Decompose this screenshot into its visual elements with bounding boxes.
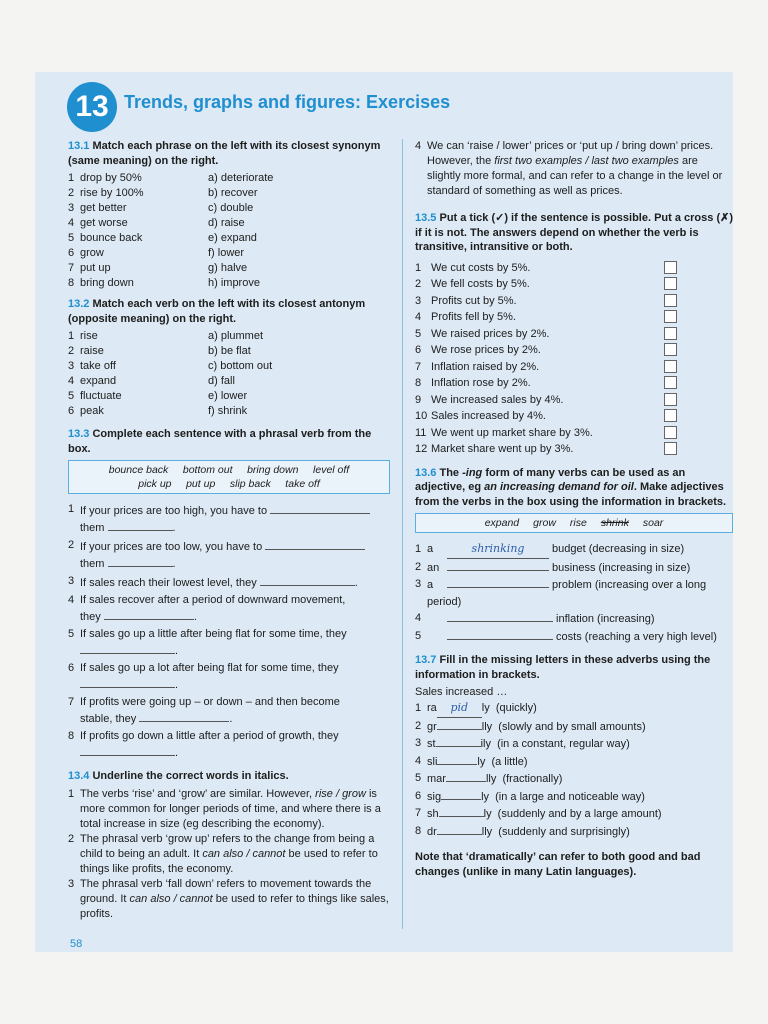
list-item bbox=[415, 359, 677, 376]
handwritten-answer[interactable]: shrinking bbox=[447, 541, 549, 559]
item-number: 7 bbox=[68, 696, 75, 708]
list-item bbox=[68, 359, 208, 374]
item-number: 10 bbox=[415, 410, 428, 422]
list-item bbox=[68, 502, 390, 536]
tick-box[interactable] bbox=[664, 343, 677, 356]
phrase-text: get better bbox=[80, 202, 127, 214]
phrase-text: fluctuate bbox=[80, 390, 122, 402]
match-option: f) lower bbox=[208, 247, 245, 259]
sentence-text: sh ly (suddenly and by a large amount) bbox=[427, 805, 662, 823]
box-word: grow bbox=[533, 517, 556, 529]
exercise-13-6 bbox=[415, 466, 733, 646]
item-number: 6 bbox=[68, 405, 75, 417]
item-number: 6 bbox=[68, 247, 75, 259]
list-item bbox=[68, 186, 208, 201]
list-item bbox=[68, 695, 390, 727]
list-item bbox=[415, 735, 733, 753]
tick-box[interactable] bbox=[664, 376, 677, 389]
list-item bbox=[415, 718, 733, 736]
list-item bbox=[68, 171, 208, 186]
match-option: e) expand bbox=[208, 232, 257, 244]
answer-blank[interactable] bbox=[260, 574, 355, 586]
item-number: 9 bbox=[415, 393, 422, 406]
choice-text[interactable]: can also / cannot bbox=[202, 847, 286, 860]
tick-box[interactable] bbox=[664, 393, 677, 406]
word-box bbox=[415, 513, 733, 533]
sentence-text: If sales reach their lowest level, they . bbox=[80, 574, 358, 591]
list-item bbox=[415, 276, 677, 293]
item-number: 6 bbox=[68, 662, 75, 674]
sentence-text: We increased sales by 4%. bbox=[431, 393, 564, 406]
answer-blank[interactable] bbox=[270, 502, 370, 514]
word-box-line: pick up put up slip back take off bbox=[138, 478, 320, 490]
sentence-text: Inflation rose by 2%. bbox=[431, 377, 531, 389]
sentence-text: ra pid ly (quickly) bbox=[427, 700, 537, 718]
answer-blank[interactable] bbox=[447, 576, 549, 588]
item-number: 5 bbox=[415, 327, 422, 340]
phrase-text: peak bbox=[80, 405, 104, 417]
phrase-text: take off bbox=[80, 360, 116, 372]
list-item bbox=[415, 541, 733, 559]
tick-box[interactable] bbox=[664, 261, 677, 274]
unit-number-badge: 13 bbox=[67, 82, 117, 132]
sentence-text: costs (reaching a very high level) bbox=[427, 628, 717, 646]
sentence-text: Profits cut by 5%. bbox=[431, 294, 517, 307]
sentence-text: If sales go up a little after being flat for some time, they . bbox=[80, 628, 347, 657]
phrase-text: drop by 50% bbox=[80, 172, 142, 184]
sentence-text: We cut costs by 5%. bbox=[431, 261, 531, 274]
exercise-13-2 bbox=[68, 297, 390, 419]
list-item bbox=[415, 559, 733, 577]
match-option: d) fall bbox=[208, 375, 235, 387]
answer-blank[interactable] bbox=[80, 676, 175, 688]
list-item bbox=[415, 610, 733, 628]
answer-blank[interactable] bbox=[447, 628, 553, 640]
phrase-text: get worse bbox=[80, 217, 128, 229]
exercise-13-1 bbox=[68, 139, 390, 291]
exercise-intro: Sales increased … bbox=[415, 686, 508, 698]
list-item bbox=[415, 309, 677, 326]
item-number: 1 bbox=[415, 702, 422, 714]
list-item: 1 The verbs ‘rise’ and ‘grow’ are similar. However, rise / grow is more common for longer periods of time, and where there is a total increase in size (eg describing the economy). bbox=[68, 787, 381, 830]
answer-blank[interactable] bbox=[437, 823, 482, 835]
item-number: 8 bbox=[415, 377, 422, 389]
sentence-text: If profits go down a little after a period of growth, they . bbox=[80, 730, 339, 759]
item-number: 6 bbox=[415, 789, 422, 802]
item-number: 7 bbox=[415, 807, 422, 819]
item-number: 2 bbox=[68, 345, 75, 357]
item-number: 4 bbox=[415, 612, 422, 624]
word-box bbox=[68, 460, 390, 494]
list-item bbox=[68, 729, 390, 761]
match-option: d) raise bbox=[208, 217, 245, 229]
item-number: 2 bbox=[68, 539, 75, 551]
item-number: 6 bbox=[415, 344, 422, 356]
answer-blank[interactable] bbox=[265, 538, 365, 550]
left-column bbox=[68, 139, 390, 926]
sentence-text: sig ly (in a large and noticeable way) bbox=[427, 788, 645, 806]
list-item bbox=[68, 329, 208, 344]
item-number: 2 bbox=[415, 560, 422, 573]
item-number: 8 bbox=[415, 824, 422, 837]
exercise-note: Note that ‘dramatically’ can refer to both good and bad changes (unlike in many Latin languages). bbox=[415, 851, 701, 878]
sentence-text: We rose prices by 2%. bbox=[431, 344, 541, 356]
sentence-text: dr lly (suddenly and surprisingly) bbox=[427, 823, 630, 841]
match-option: c) bottom out bbox=[208, 360, 273, 372]
answer-blank[interactable] bbox=[104, 608, 194, 620]
item-number: 7 bbox=[68, 262, 75, 274]
choice-text[interactable]: rise / grow bbox=[315, 787, 366, 800]
article-text: a bbox=[427, 579, 434, 591]
answer-blank[interactable] bbox=[446, 770, 486, 782]
item-number: 5 bbox=[68, 628, 75, 640]
exercise-heading: 13.7 Fill in the missing letters in these adverbs using the information in brackets. bbox=[415, 654, 711, 681]
right-column bbox=[415, 139, 733, 884]
sentence-text: Sales increased by 4%. bbox=[431, 410, 546, 422]
list-item bbox=[415, 805, 733, 823]
answer-blank[interactable] bbox=[439, 805, 484, 817]
item-number: 12 bbox=[415, 443, 428, 455]
match-option: e) lower bbox=[208, 390, 248, 402]
answer-blank[interactable] bbox=[447, 559, 549, 571]
list-item bbox=[68, 389, 208, 404]
sentence-text: mar lly (fractionally) bbox=[427, 770, 562, 788]
exercise-heading: 13.3 Complete each sentence with a phrasal verb from the box. bbox=[68, 428, 372, 455]
list-item: 3 The phrasal verb ‘fall down’ refers to movement towards the ground. It can also / cannot be used to refer to things like sales, profits. bbox=[68, 877, 389, 920]
list-item bbox=[415, 392, 677, 409]
phrase-text: bring down bbox=[80, 277, 134, 289]
sentence-text: If sales go up a lot after being flat for some time, they . bbox=[80, 662, 339, 691]
item-number: 2 bbox=[68, 187, 75, 199]
item-number: 2 bbox=[415, 719, 422, 732]
answer-blank[interactable] bbox=[437, 753, 477, 765]
exercise-heading: 13.2 Match each verb on the left with its closest antonym (opposite meaning) on the right. bbox=[68, 298, 366, 325]
exercise-13-3 bbox=[68, 427, 390, 761]
sentence-text: st ily (in a constant, regular way) bbox=[427, 735, 630, 753]
match-option: a) plummet bbox=[208, 330, 264, 342]
match-option: b) be flat bbox=[208, 345, 251, 357]
exercise-13-5 bbox=[415, 211, 733, 458]
exercise-heading: 13.1 Match each phrase on the left with its closest synonym (same meaning) on the right. bbox=[68, 140, 381, 167]
article-text: a bbox=[427, 543, 434, 555]
tick-box[interactable] bbox=[664, 310, 677, 323]
item-number: 1 bbox=[415, 543, 422, 555]
item-number: 7 bbox=[415, 360, 422, 373]
word-box-line: bounce back bottom out bring down level off bbox=[108, 464, 350, 476]
item-number: 4 bbox=[415, 754, 422, 767]
sentence-text: We fell costs by 5%. bbox=[431, 278, 530, 290]
exercise-heading: 13.6 The -ing form of many verbs can be used as an adjective, eg an increasing demand for oil. Make adjectives from the verbs in the box using the information in brackets. bbox=[415, 466, 727, 508]
match-option: c) double bbox=[208, 202, 254, 214]
item-number: 8 bbox=[68, 277, 75, 289]
list-item bbox=[415, 628, 733, 646]
list-item bbox=[415, 293, 677, 310]
match-option: g) halve bbox=[208, 262, 248, 274]
list-item bbox=[68, 374, 208, 389]
item-number: 3 bbox=[68, 575, 75, 587]
tick-box[interactable] bbox=[664, 360, 677, 373]
phrase-text: put up bbox=[80, 262, 111, 274]
item-number: 11 bbox=[415, 426, 427, 439]
answer-blank[interactable] bbox=[80, 642, 175, 654]
list-item bbox=[415, 788, 733, 806]
item-number: 1 bbox=[415, 261, 422, 274]
column-divider bbox=[402, 139, 403, 929]
phrase-text: rise bbox=[80, 330, 98, 342]
list-item bbox=[415, 326, 677, 343]
item-number: 3 bbox=[68, 202, 75, 214]
box-word: soar bbox=[642, 517, 664, 529]
tick-box[interactable] bbox=[664, 294, 677, 307]
answer-blank[interactable] bbox=[447, 610, 553, 622]
tick-box[interactable] bbox=[664, 409, 677, 422]
answer-blank[interactable] bbox=[437, 718, 482, 730]
match-option: a) deteriorate bbox=[208, 172, 274, 184]
list-item bbox=[68, 261, 208, 276]
sentence-text: If sales recover after a period of downward movement, they . bbox=[80, 594, 346, 623]
item-number: 3 bbox=[415, 294, 422, 307]
list-item: 4 We can ‘raise / lower’ prices or ‘put up / bring down’ prices. However, the first two examples / last two examples are slightly more formal, and can refer to a change in the level or standard of something as well as prices. bbox=[415, 140, 723, 197]
tick-box[interactable] bbox=[664, 327, 677, 340]
exercise-heading: 13.5 Put a tick (✓) if the sentence is possible. Put a cross (✗) if it is not. The answers depend on whether the verb is transitive, intransitive or both. bbox=[415, 212, 733, 253]
box-word: rise bbox=[569, 517, 587, 529]
list-item bbox=[415, 700, 733, 718]
item-number: 1 bbox=[68, 503, 75, 515]
sentence-text: an business (increasing in size) bbox=[427, 559, 690, 577]
sentence-text: gr lly (slowly and by small amounts) bbox=[427, 718, 646, 736]
item-number: 3 bbox=[68, 360, 75, 372]
sentence-text: If profits were going up – or down – and then become stable, they . bbox=[80, 696, 340, 725]
answer-blank[interactable] bbox=[441, 788, 481, 800]
sentence-text: Profits fell by 5%. bbox=[431, 311, 516, 323]
item-number: 1 bbox=[68, 330, 75, 342]
list-item bbox=[415, 375, 677, 392]
answer-blank[interactable] bbox=[108, 519, 173, 531]
answer-blank[interactable] bbox=[139, 710, 229, 722]
list-item bbox=[68, 231, 208, 246]
answer-blank[interactable] bbox=[108, 555, 173, 567]
box-word: expand bbox=[484, 517, 520, 529]
sentence-text: a problem (increasing over a long period) bbox=[427, 576, 733, 610]
choice-text[interactable]: first two examples / last two examples bbox=[494, 155, 679, 167]
page-number: 58 bbox=[70, 938, 83, 950]
list-item bbox=[415, 753, 733, 771]
article-text: an bbox=[427, 561, 440, 574]
tick-box[interactable] bbox=[664, 277, 677, 290]
item-number: 4 bbox=[68, 375, 75, 387]
item-number: 3 bbox=[415, 737, 422, 749]
list-item bbox=[415, 576, 733, 610]
sentence-text: a shrinking budget (decreasing in size) bbox=[427, 541, 684, 559]
workbook-page bbox=[35, 72, 733, 952]
list-item bbox=[68, 404, 208, 419]
list-item bbox=[415, 441, 677, 458]
match-option: f) shrink bbox=[208, 405, 248, 417]
item-number: 2 bbox=[415, 278, 422, 290]
answer-blank[interactable] bbox=[436, 735, 481, 747]
list-item bbox=[68, 538, 390, 572]
phrase-text: grow bbox=[80, 247, 104, 259]
exercise-13-4 bbox=[68, 769, 390, 922]
phrase-text: raise bbox=[80, 345, 104, 357]
list-item: 2 The phrasal verb ‘grow up’ refers to the change from being a child to being an adult. It can also / cannot be used to refer to things like profits, the economy. bbox=[68, 832, 378, 875]
tick-box[interactable] bbox=[664, 426, 677, 439]
item-number: 3 bbox=[415, 578, 422, 590]
phrase-text: bounce back bbox=[80, 232, 143, 244]
list-item bbox=[68, 661, 390, 693]
list-item bbox=[68, 574, 390, 591]
list-item bbox=[68, 344, 208, 359]
item-number: 5 bbox=[68, 232, 75, 244]
answer-blank[interactable] bbox=[80, 744, 175, 756]
phrase-text: rise by 100% bbox=[80, 187, 144, 199]
page-title: Trends, graphs and figures: Exercises bbox=[124, 92, 451, 112]
tick-box[interactable] bbox=[664, 442, 677, 455]
list-item bbox=[68, 216, 208, 231]
list-item bbox=[68, 246, 208, 261]
item-number: 5 bbox=[68, 390, 75, 402]
phrase-text: expand bbox=[80, 375, 117, 387]
box-word: shrink bbox=[600, 517, 629, 529]
item-number: 5 bbox=[415, 629, 422, 642]
exercise-13-7 bbox=[415, 653, 733, 880]
list-item bbox=[415, 260, 677, 277]
item-number: 4 bbox=[68, 594, 75, 606]
sentence-text: If your prices are too low, you have to them . bbox=[80, 538, 365, 572]
sentence-text: sli ly (a little) bbox=[427, 753, 528, 771]
choice-text[interactable]: can also / cannot bbox=[129, 892, 213, 905]
sentence-text: Inflation raised by 2%. bbox=[431, 360, 540, 373]
list-item bbox=[415, 770, 733, 788]
list-item bbox=[415, 425, 677, 442]
match-option: b) recover bbox=[208, 187, 258, 199]
handwritten-answer[interactable]: pid bbox=[437, 700, 482, 718]
list-item bbox=[415, 823, 733, 841]
list-item bbox=[415, 408, 677, 425]
match-option: h) improve bbox=[208, 277, 260, 289]
sentence-text: If your prices are too high, you have to them . bbox=[80, 502, 370, 536]
list-item bbox=[68, 276, 208, 291]
item-number: 1 bbox=[68, 172, 75, 184]
sentence-text: inflation (increasing) bbox=[427, 610, 655, 628]
exercise-heading: 13.4 Underline the correct words in italics. bbox=[68, 770, 289, 782]
sentence-text: Market share went up by 3%. bbox=[431, 443, 574, 455]
list-item bbox=[68, 593, 390, 625]
sentence-text: We went up market share by 3%. bbox=[431, 426, 593, 439]
item-number: 4 bbox=[415, 311, 422, 323]
item-number: 4 bbox=[68, 217, 75, 229]
list-item bbox=[68, 627, 390, 659]
list-item bbox=[415, 342, 677, 359]
item-number: 8 bbox=[68, 730, 75, 742]
sentence-text: We raised prices by 2%. bbox=[431, 327, 550, 340]
list-item bbox=[68, 201, 208, 216]
item-number: 5 bbox=[415, 772, 422, 784]
